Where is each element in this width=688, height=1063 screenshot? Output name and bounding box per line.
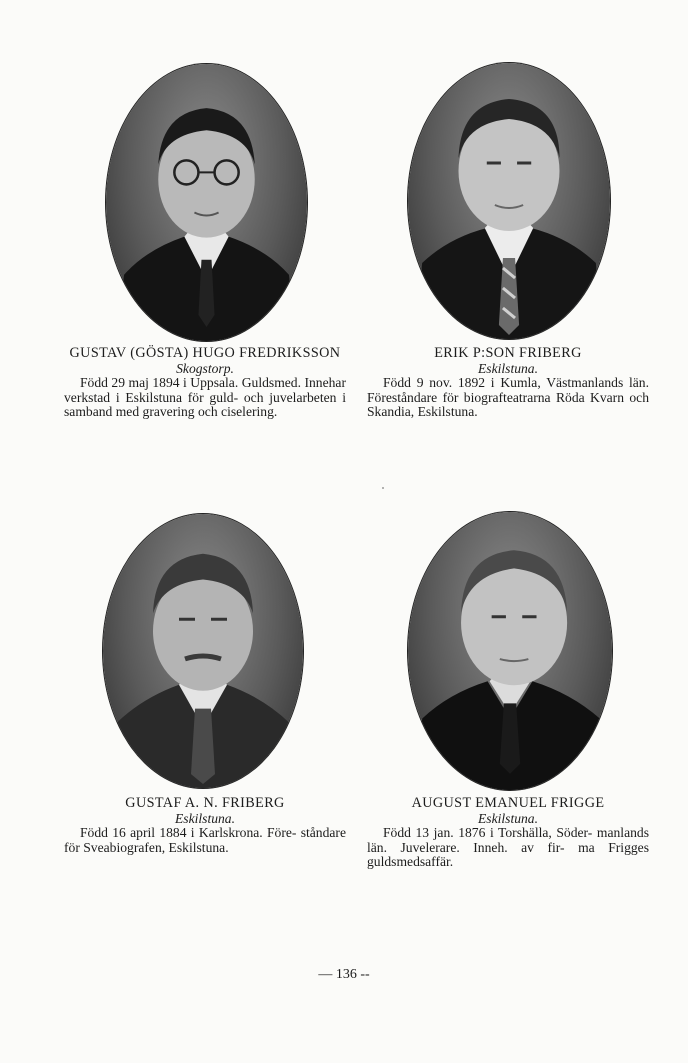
person-name: ERIK P:SON FRIBERG <box>434 345 582 361</box>
person-bio: Född 16 april 1884 i Karlskrona. Före- ståndare för Sveabiografen, Eskilstuna. <box>64 825 346 855</box>
person-name: GUSTAV (GÖSTA) HUGO FREDRIKSSON <box>69 345 341 361</box>
entry-gustav-fredriksson <box>64 346 346 420</box>
person-bio: Född 9 nov. 1892 i Kumla, Västmanlands län. Föreståndare för biografteatrarna Röda Kvarn och Skandia, Eskilstuna. <box>367 375 649 420</box>
person-name: AUGUST EMANUEL FRIGGE <box>411 795 605 811</box>
person-place: Skogstorp. <box>176 361 234 376</box>
person-place: Eskilstuna. <box>477 811 539 826</box>
person-place: Eskilstuna. <box>477 361 539 376</box>
entry-gustaf-friberg <box>64 796 346 855</box>
person-bio: Född 13 jan. 1876 i Torshälla, Söder- manlands län. Juvelerare. Inneh. av fir- ma Frigges guldsmedsaffär. <box>367 825 649 870</box>
portrait-gustaf-friberg <box>103 514 303 788</box>
entry-erik-friberg <box>367 346 649 420</box>
person-name: GUSTAF A. N. FRIBERG <box>125 795 285 811</box>
portrait-gustav-fredriksson <box>106 64 307 341</box>
person-bio: Född 29 maj 1894 i Uppsala. Guldsmed. Innehar verkstad i Eskilstuna för guld- och juvelarbeten i samband med gravering och ciselering. <box>64 375 346 420</box>
page-number: — 136 -- <box>318 967 370 982</box>
portrait-erik-friberg <box>408 63 610 339</box>
person-place: Eskilstuna. <box>174 811 236 826</box>
portrait-august-frigge <box>408 512 612 790</box>
paper-speck <box>382 487 384 489</box>
entry-august-frigge <box>367 796 649 870</box>
